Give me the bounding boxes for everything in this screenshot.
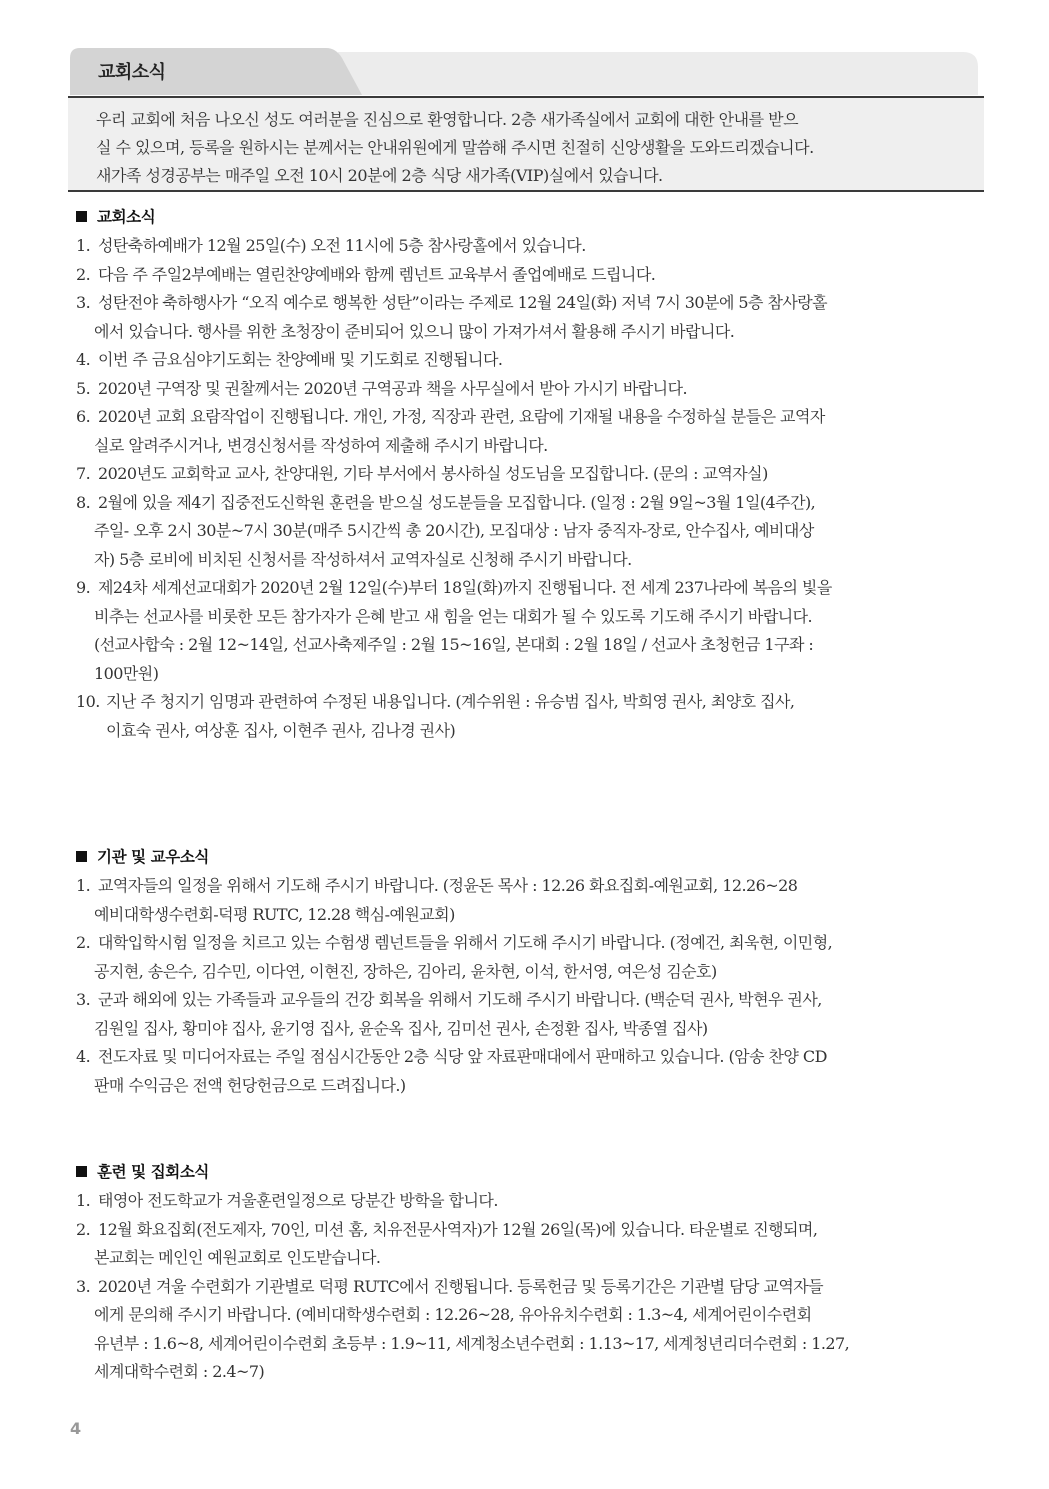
item-line: 군과 해외에 있는 가족들과 교우들의 건강 회복을 위해서 기도해 주시기 바랍니다. (백순덕 권사, 박현우 권사, [98, 990, 822, 1009]
welcome-text [68, 98, 984, 190]
item-line: 교역자들의 일정을 위해서 기도해 주시기 바랍니다. (정윤돈 목사 : 12.26 화요집회-예원교회, 12.26~28 [98, 876, 798, 895]
list-item [76, 289, 986, 346]
item-line: 2020년 교회 요람작업이 진행됩니다. 개인, 가정, 직장과 관련, 요람에 기재될 내용을 수정하실 분들은 교역자 [98, 407, 825, 426]
welcome-box [68, 96, 984, 192]
item-line: 제24차 세계선교대회가 2020년 2월 12일(수)부터 18일(화)까지 진행됩니다. 전 세계 237나라에 복음의 빛을 [98, 578, 832, 597]
list-item [76, 489, 986, 575]
item-number: 10. [76, 692, 100, 711]
item-line: 이효숙 권사, 여상훈 집사, 이현주 권사, 김나경 권사) [106, 720, 456, 740]
item-line: 전도자료 및 미디어자료는 주일 점심시간동안 2층 식당 앞 자료판매대에서 판매하고 있습니다. (암송 찬양 CD [98, 1047, 827, 1066]
item-line: 성탄축하예배가 12월 25일(수) 오전 11시에 5층 참사랑홀에서 있습니다. [98, 236, 586, 255]
section-heading-church-news [76, 205, 155, 227]
list-item [76, 1187, 986, 1216]
item-number: 2. [76, 264, 91, 284]
list-item [76, 375, 986, 404]
header-tab-shape [70, 48, 980, 95]
item-line: 2월에 있을 제4기 집중전도신학원 훈련을 받으실 성도분들을 모집합니다. (일정 : 2월 9일~3월 1일(4주간), [98, 492, 816, 512]
section-heading-text: 훈련 및 집회소식 [97, 1163, 210, 1181]
item-line: 대학입학시험 일정을 치르고 있는 수험생 렘넌트들을 위해서 기도해 주시기 바랍니다. (정예건, 최욱현, 이민형, [98, 933, 833, 952]
item-line: 에게 문의해 주시기 바랍니다. (예비대학생수련회 : 12.26~28, 유아유치수련회 : 1.3~4, 세계어린이수련회 [94, 1305, 812, 1324]
page-number: 4 [70, 1419, 82, 1438]
item-line: 자) 5층 로비에 비치된 신청서를 작성하셔서 교역자실로 신청해 주시기 바랍니다. [94, 549, 632, 569]
item-number: 4. [76, 1047, 91, 1066]
item-number: 3. [76, 293, 91, 312]
item-line: 2020년도 교회학교 교사, 찬양대원, 기타 부서에서 봉사하실 성도님을 모집합니다. (문의 : 교역자실) [98, 464, 768, 483]
item-line: 다음 주 주일2부예배는 열린찬양예배와 함께 렘넌트 교육부서 졸업예배로 드립니다. [98, 264, 656, 284]
item-number: 1. [76, 876, 91, 895]
item-line: 주일- 오후 2시 30분~7시 30분(매주 5시간씩 총 20시간), 모집대상 : 남자 중직자-장로, 안수집사, 예비대상 [94, 521, 814, 540]
list-item [76, 688, 986, 745]
item-number: 9. [76, 578, 91, 597]
item-line: 성탄전야 축하행사가 “오직 예수로 행복한 성탄”이라는 주제로 12월 24일(화) 저녁 7시 30분에 5층 참사랑홀 [98, 293, 828, 312]
page-title: 교회소식 [98, 62, 166, 83]
item-number: 4. [76, 350, 91, 369]
item-line: 유년부 : 1.6~8, 세계어린이수련회 초등부 : 1.9~11, 세계청소년수련회 : 1.13~17, 세계청년리더수련회 : 1.27, [94, 1333, 850, 1353]
item-number: 8. [76, 492, 91, 512]
section-heading-training-news [76, 1160, 209, 1182]
item-line: 에서 있습니다. 행사를 위한 초청장이 준비되어 있으니 많이 가져가셔서 활용해 주시기 바랍니다. [94, 321, 735, 341]
church-news-list [76, 232, 986, 745]
item-line: 예비대학생수련회-덕평 RUTC, 12.28 핵심-예원교회) [94, 904, 455, 924]
square-bullet-icon [76, 211, 87, 222]
welcome-line: 새가족 성경공부는 매주일 오전 10시 20분에 2층 식당 새가족(VIP)실에서 있습니다. [96, 166, 663, 185]
item-line: 2020년 겨울 수련회가 기관별로 덕평 RUTC에서 진행됩니다. 등록헌금 및 등록기간은 기관별 담당 교역자들 [98, 1276, 824, 1296]
item-line: 지난 주 청지기 임명과 관련하여 수정된 내용입니다. (계수위원 : 유승범 집사, 박희영 권사, 최양호 집사, [106, 692, 795, 711]
list-item [76, 986, 986, 1043]
list-item [76, 574, 986, 688]
item-number: 3. [76, 1276, 91, 1296]
item-line: 태영아 전도학교가 겨울훈련일정으로 당분간 방학을 합니다. [98, 1191, 498, 1210]
list-item [76, 1216, 986, 1273]
training-news-list [76, 1187, 986, 1387]
item-number: 2. [76, 1219, 91, 1239]
item-line: 이번 주 금요심야기도회는 찬양예배 및 기도회로 진행됩니다. [98, 350, 503, 369]
item-number: 5. [76, 378, 91, 398]
item-number: 2. [76, 933, 91, 952]
item-line: 세계대학수련회 : 2.4~7) [94, 1362, 265, 1381]
list-item [76, 261, 986, 290]
welcome-line: 우리 교회에 처음 나오신 성도 여러분을 진심으로 환영합니다. 2층 새가족실에서 교회에 대한 안내를 받으 [96, 110, 799, 129]
header-tab-bar [70, 48, 980, 95]
section-heading-text: 기관 및 교우소식 [97, 848, 210, 866]
item-number: 7. [76, 464, 91, 483]
item-number: 1. [76, 236, 91, 255]
item-line: 비추는 선교사를 비롯한 모든 참가자가 은혜 받고 새 힘을 얻는 대회가 될 수 있도록 기도해 주시기 바랍니다. [94, 606, 813, 626]
section-heading-text: 교회소식 [97, 208, 156, 226]
item-line: 본교회는 메인인 예원교회로 인도받습니다. [94, 1248, 381, 1267]
item-line: 판매 수익금은 전액 헌당헌금으로 드려집니다.) [94, 1075, 406, 1095]
item-line: 100만원) [94, 663, 159, 683]
square-bullet-icon [76, 1166, 87, 1177]
item-line: (선교사합숙 : 2월 12~14일, 선교사축제주일 : 2월 15~16일, 본대회 : 2월 18일 / 선교사 초청헌금 1구좌 : [94, 635, 814, 654]
list-item [76, 1273, 986, 1387]
list-item [76, 929, 986, 986]
square-bullet-icon [76, 851, 87, 862]
list-item [76, 460, 986, 489]
org-news-list [76, 872, 986, 1100]
item-number: 1. [76, 1191, 91, 1210]
item-line: 공지현, 송은수, 김수민, 이다연, 이현진, 장하은, 김아리, 윤차현, 이석, 한서영, 여은성 김순호) [94, 961, 717, 981]
item-number: 3. [76, 990, 91, 1009]
list-item [76, 872, 986, 929]
list-item [76, 346, 986, 375]
item-line: 2020년 구역장 및 권찰께서는 2020년 구역공과 책을 사무실에서 받아 가시기 바랍니다. [98, 378, 688, 398]
list-item [76, 403, 986, 460]
item-line: 실로 알려주시거나, 변경신청서를 작성하여 제출해 주시기 바랍니다. [94, 435, 548, 455]
item-line: 김원일 집사, 황미야 집사, 윤기영 집사, 윤순옥 집사, 김미선 권사, 손정환 집사, 박종열 집사) [94, 1018, 708, 1038]
item-number: 6. [76, 407, 91, 426]
section-heading-org-news [76, 845, 209, 867]
item-line: 12월 화요집회(전도제자, 70인, 미션 홈, 치유전문사역자)가 12월 26일(목)에 있습니다. 타운별로 진행되며, [98, 1219, 818, 1239]
list-item [76, 232, 986, 261]
list-item [76, 1043, 986, 1100]
welcome-line: 실 수 있으며, 등록을 원하시는 분께서는 안내위원에게 말씀해 주시면 친절히 신앙생활을 도와드리겠습니다. [96, 138, 814, 157]
